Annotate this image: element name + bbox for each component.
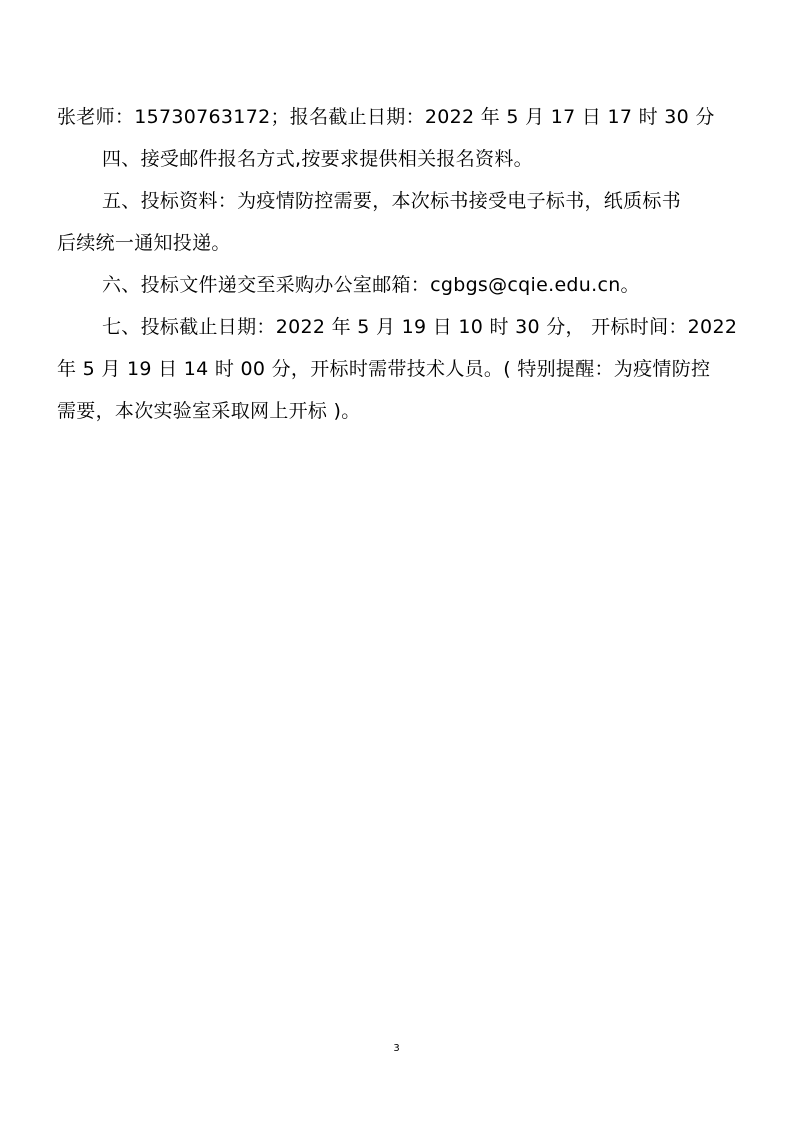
section-seven-line: 七、投标截止日期：2022 年 5 月 19 日 10 时 30 分， 开标时间：2022 xyxy=(102,316,738,338)
contact-deadline-line: 张老师：15730763172；报名截止日期：2022 年 5 月 17 日 17 时 30 分 xyxy=(57,106,715,128)
section-seven-continuation-2: 需要，本次实验室采取网上开标 )。 xyxy=(57,400,361,422)
section-five-continuation: 后续统一通知投递。 xyxy=(57,232,231,254)
section-seven-continuation-1: 年 5 月 19 日 14 时 00 分，开标时需带技术人员。( 特别提醒：为疫情防控 xyxy=(57,358,711,380)
page-number: 3 xyxy=(393,1043,400,1054)
section-five-line: 五、投标资料：为疫情防控需要，本次标书接受电子标书，纸质标书 xyxy=(102,190,682,212)
section-four-line: 四、接受邮件报名方式,按要求提供相关报名资料。 xyxy=(102,148,533,170)
section-six-line: 六、投标文件递交至采购办公室邮箱：cgbgs@cqie.edu.cn。 xyxy=(102,274,640,296)
